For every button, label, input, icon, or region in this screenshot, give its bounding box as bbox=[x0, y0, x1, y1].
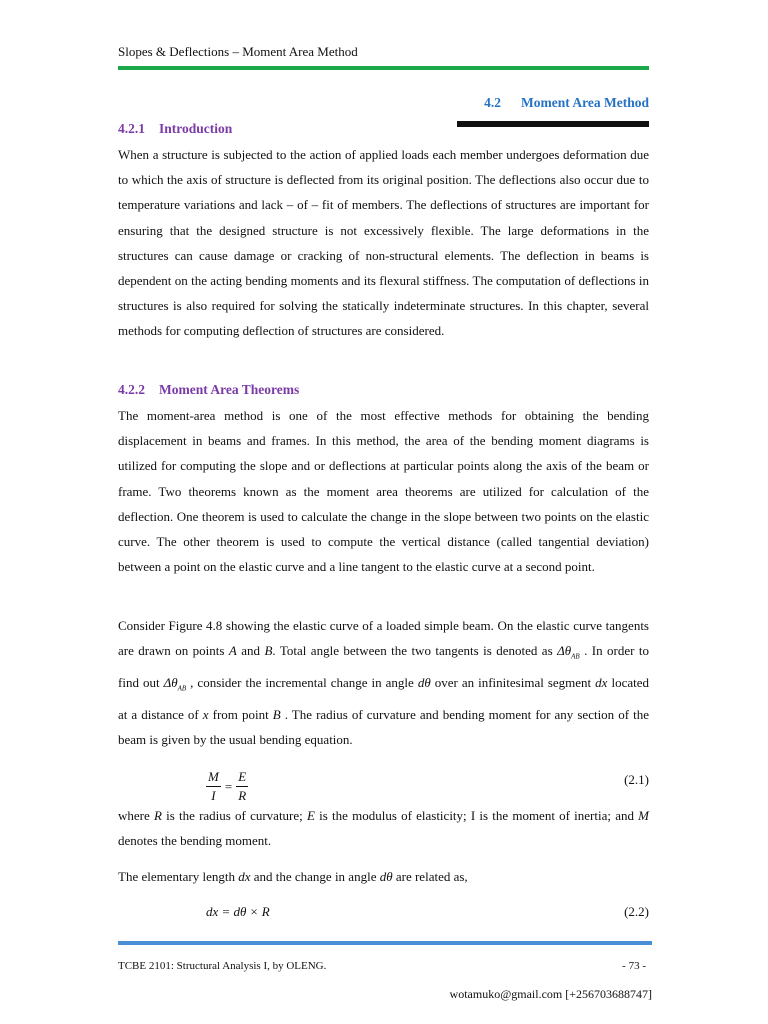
theorems-text: The moment-area method is one of the most effective methods for obtaining the bending displacement in beams and frames. In this method, the area of the bending moment diagrams is utilized for computing the slope and or deflections at particular points along the axis of the beam or frame. Two theorems known as the moment area theorems are utilized for calculation of the deflection. One theorem is used to calculate the change in the slope between two points on the elastic curve. The other theorem is used to compute the vertical distance (called tangential deviation) between a point on the elastic curve and a line tangent to the elastic curve at a second point. bbox=[118, 408, 649, 575]
theorems-heading bbox=[118, 382, 299, 398]
fraction-e-over-r: $\frac{E}{R}$ bbox=[238, 769, 247, 803]
consider-paragraph bbox=[118, 613, 649, 752]
elementary-paragraph bbox=[118, 864, 649, 889]
intro-heading bbox=[118, 121, 232, 137]
footer-contact: wotamuko@gmail.com [+256703688747] bbox=[449, 987, 652, 1001]
equation-number-2-2: (2.2) bbox=[624, 904, 649, 919]
elementary-length-equation: dx = dθ × R bbox=[206, 904, 270, 919]
equation-number-2-1: (2.1) bbox=[624, 772, 649, 787]
point-b-ref: B bbox=[272, 706, 281, 722]
section-title: Moment Area Method bbox=[521, 95, 649, 110]
point-a: A bbox=[228, 643, 237, 659]
running-header: Slopes & Deflections – Moment Area Method bbox=[118, 44, 358, 59]
theorems-number: 4.2.2 bbox=[118, 382, 145, 397]
where-paragraph bbox=[118, 803, 649, 853]
intro-text: When a structure is subjected to the action of applied loads each member undergoes deformation due to which the axis of structure is deflected from its original position. The deflections also occur due to temperature variations and lack – of – fit of members. The deflections of structures are important for ensuring that the designed structure is not excessively flexible. The large deformations in the structures can cause damage or cracking of non-structural elements. The deflection in beams is dependent on the acting bending moments and its flexural stiffness. The computation of deflections in structures is also required for solving the statically indeterminate structures. In this chapter, several methods for computing deflection of structures are considered. bbox=[118, 147, 649, 339]
dx: dx bbox=[595, 675, 608, 690]
header-divider bbox=[118, 66, 649, 70]
consider-text: Consider Figure 4.8 showing the elastic curve of a loaded simple beam. On the elastic curve tangents are drawn on points A and B. Total angle between the two tangents is denoted as $\Delta\theta_{AB}$ . In order to find out $\Delta\theta_{AB}$ , consider the incremental change in angle dθ over an infinitesimal segment dx located at a distance of x from point B . The radius of curvature and bending moment for any section of the beam is given by the usual bending equation. bbox=[118, 618, 650, 747]
footer-divider bbox=[118, 941, 652, 945]
bending-equation: $\frac{M}{I}$ = $\frac{E}{R}$ bbox=[208, 769, 247, 803]
theorems-paragraph bbox=[118, 403, 649, 579]
fraction-m-over-i: $\frac{M}{I}$ bbox=[208, 769, 219, 803]
where-text: where R is the radius of curvature; E is the modulus of elasticity; I is the moment of inertia; and M denotes the bending moment. bbox=[118, 808, 650, 849]
section-heading bbox=[484, 95, 649, 111]
point-b: B bbox=[264, 643, 273, 659]
elementary-text: The elementary length dx and the change in angle dθ are related as, bbox=[118, 869, 468, 884]
page-number: - 73 - bbox=[622, 960, 646, 972]
intro-number: 4.2.1 bbox=[118, 121, 145, 136]
intro-paragraph bbox=[118, 142, 649, 344]
theorems-title: Moment Area Theorems bbox=[159, 382, 300, 397]
delta-theta-ab-ref: $\Delta\theta_{AB}$ bbox=[163, 675, 187, 693]
section-number: 4.2 bbox=[484, 95, 502, 110]
intro-title: Introduction bbox=[159, 121, 233, 136]
delta-theta-ab: $\Delta\theta_{AB}$ bbox=[557, 643, 580, 661]
x-variable: x bbox=[202, 706, 209, 722]
d-theta: dθ bbox=[417, 675, 431, 690]
footer-course: TCBE 2101: Structural Analysis I, by OLENG. bbox=[118, 960, 327, 972]
section-divider bbox=[457, 121, 649, 127]
